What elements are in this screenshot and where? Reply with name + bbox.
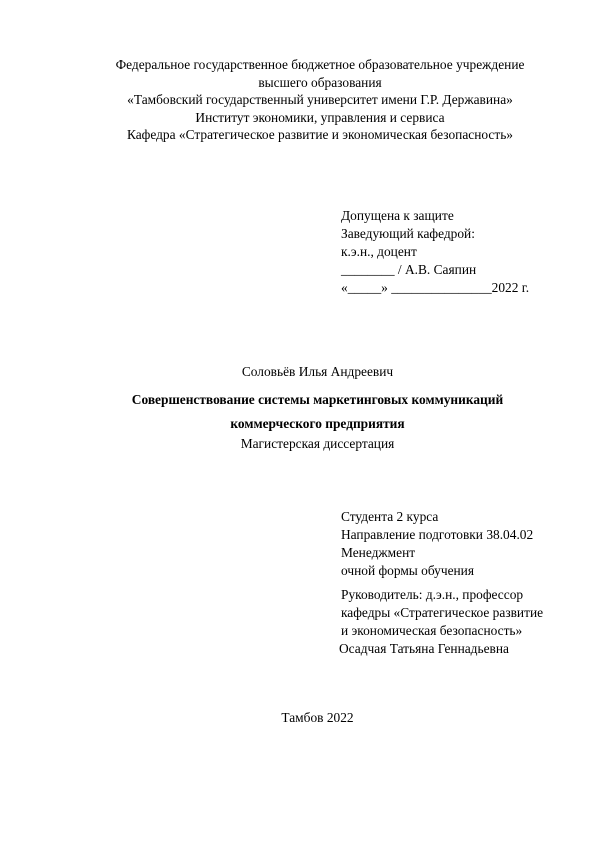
- student-line: Направление подготовки 38.04.02: [341, 527, 534, 542]
- approval-line: Заведующий кафедрой:: [341, 226, 475, 241]
- supervisor-line: и экономическая безопасность»: [341, 623, 523, 638]
- title-line: Совершенствование системы маркетинговых коммуникаций: [131, 392, 504, 407]
- approval-line: Допущена к защите: [341, 208, 454, 223]
- institution-header: [0, 56, 595, 144]
- student-line: очной формы обучения: [341, 563, 475, 578]
- work-type: Магистерская диссертация: [240, 436, 395, 451]
- city-year: Тамбов 2022: [281, 710, 354, 725]
- header-line: Федеральное государственное бюджетное образовательное учреждение: [115, 57, 525, 72]
- header-line: «Тамбовский государственный университет имени Г.Р. Державина»: [127, 92, 513, 108]
- student-line: Студента 2 курса: [341, 509, 439, 524]
- student-line: Менеджмент: [341, 545, 416, 560]
- supervisor-block: [341, 586, 543, 658]
- approval-block: [341, 207, 529, 297]
- approval-line: к.э.н., доцент: [341, 244, 417, 259]
- header-line: Институт экономики, управления и сервиса: [195, 109, 445, 125]
- supervisor-line: Руководитель: д.э.н., профессор: [341, 587, 524, 602]
- supervisor-name: Осадчая Татьяна Геннадьевна: [339, 641, 509, 656]
- header-line: высшего образования: [258, 74, 382, 90]
- title-line: коммерческого предприятия: [230, 416, 405, 431]
- header-line: Кафедра «Стратегическое развитие и экономическая безопасность»: [126, 127, 514, 143]
- supervisor-line: кафедры «Стратегическое развитие: [341, 605, 544, 620]
- author-name: Соловьёв Илья Андреевич: [241, 364, 394, 379]
- student-info-block: [341, 508, 533, 580]
- approval-signature-line: ________ / А.В. Саяпин: [341, 262, 477, 277]
- approval-date-line: «_____» _______________2022 г.: [341, 280, 530, 295]
- thesis-title: [0, 388, 595, 436]
